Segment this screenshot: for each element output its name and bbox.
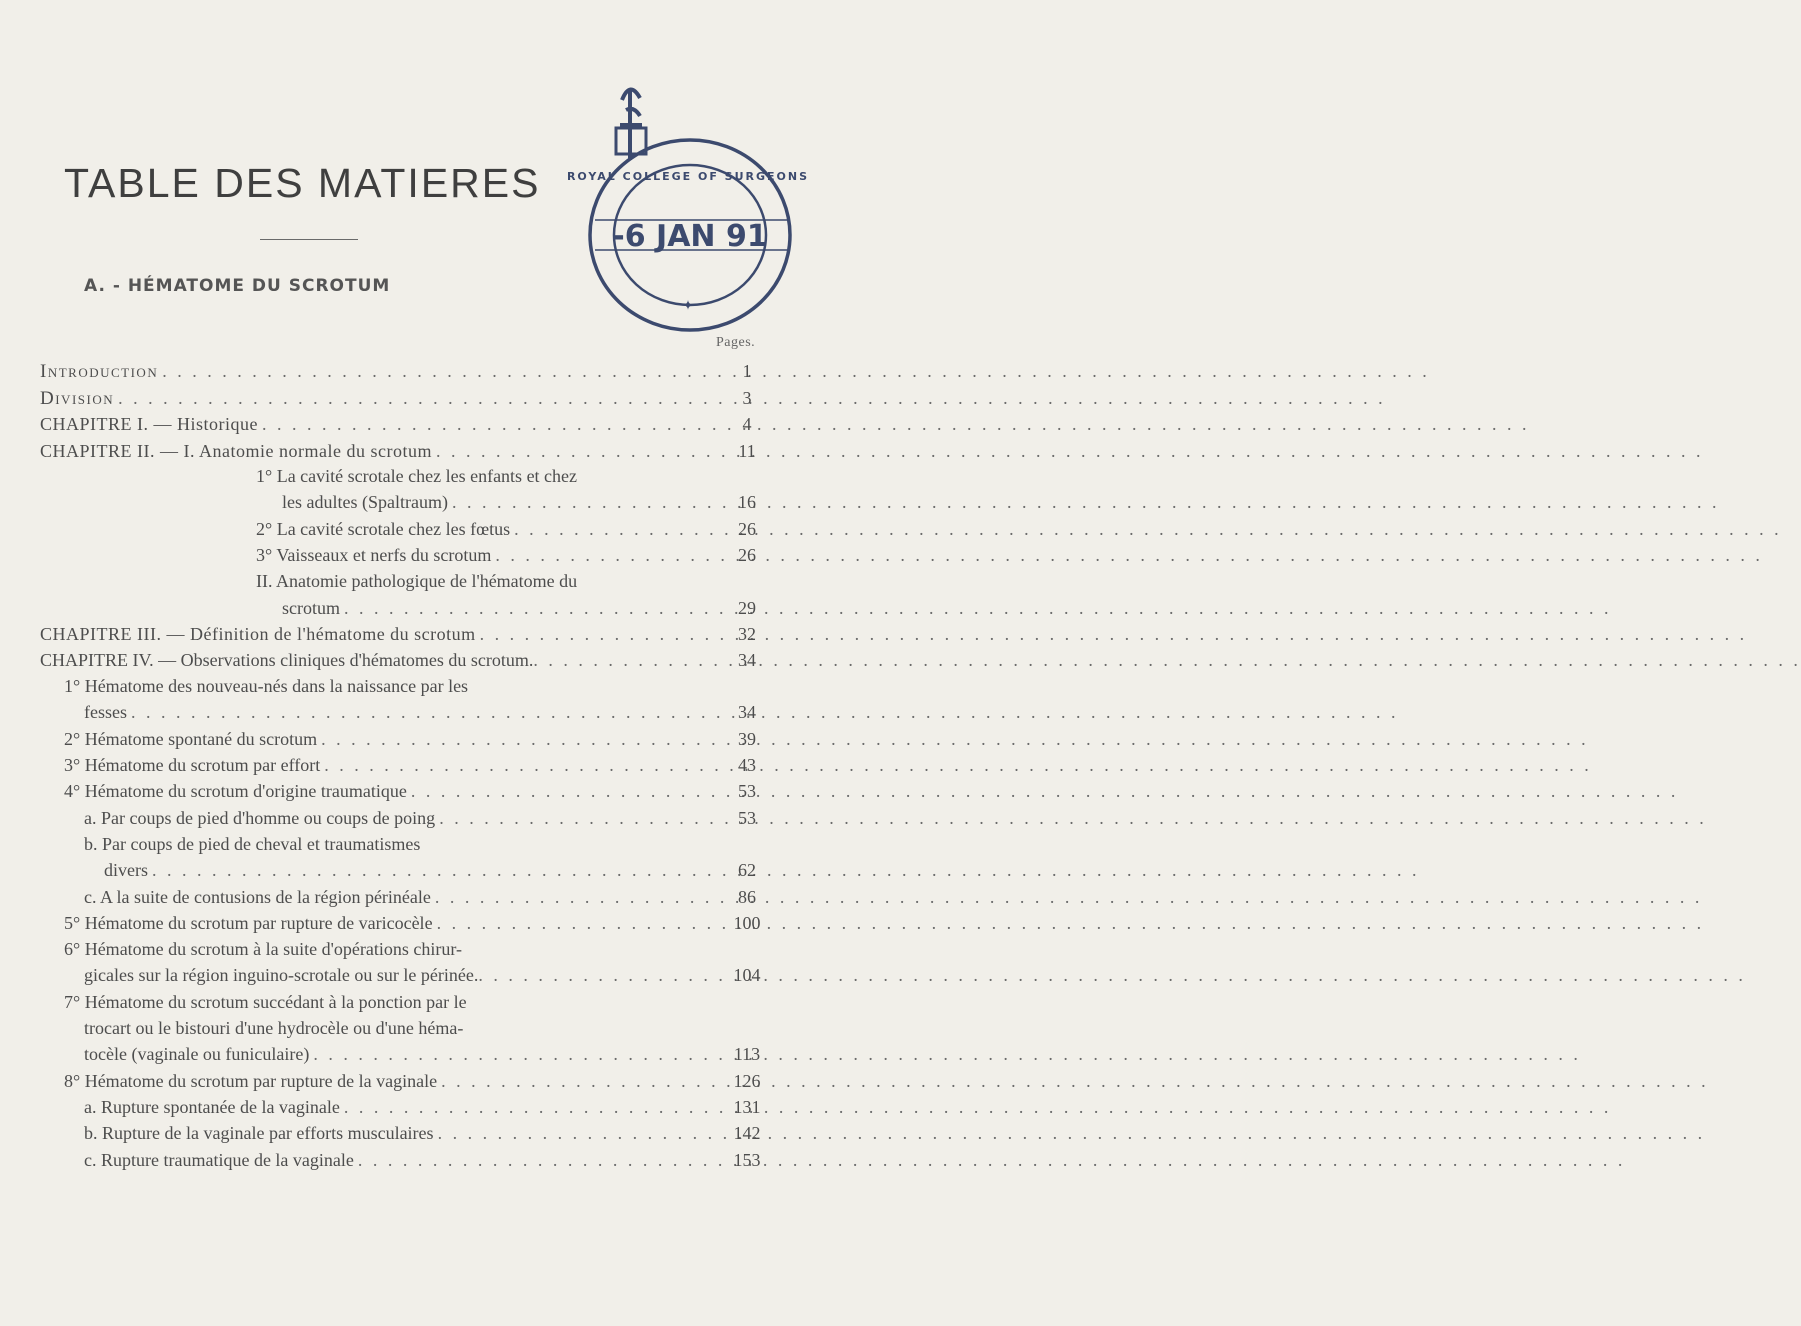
toc-entry: c. A la suite de contusions de la région périnéale . . . 86 — [84, 885, 712, 909]
toc-entry: scrotum . . . 29 — [282, 596, 712, 620]
toc-entry: 8° Hématome du scrotum par rupture de la vaginale . . . 126 — [64, 1069, 712, 1093]
toc-entry-first-line: 1° La cavité scrotale chez les enfants et chez — [256, 466, 578, 486]
toc-entry: les adultes (Spaltraum) . . . 16 — [282, 490, 712, 514]
toc-entry: 4° Hématome du scrotum d'origine traumatique . . . 53 — [64, 779, 712, 803]
toc-entry-second-line: trocart ou le bistouri d'une hydrocèle ou d'une héma- — [84, 1018, 464, 1038]
toc-page-number: 11 — [738, 441, 756, 461]
toc-entry: Introduction . . . 1 — [40, 359, 712, 384]
toc-page-number: 29 — [738, 598, 756, 618]
toc-entry: gicales sur la région inguino-scrotale ou sur le périnée. . . . 104 — [84, 963, 712, 987]
toc-page-number: 3 — [742, 388, 752, 408]
toc-page-number: 26 — [738, 519, 756, 539]
toc-entry: 2° La cavité scrotale chez les fœtus . . . 26 — [256, 517, 712, 541]
toc-page-number: 43 — [738, 755, 756, 775]
toc-entry: CHAPITRE I. — Historique . . . 4 — [40, 412, 712, 436]
toc-entry-first-line: II. Anatomie pathologique de l'hématome du — [256, 571, 578, 591]
toc-entry: c. Rupture traumatique de la vaginale . . . 153 — [84, 1148, 712, 1172]
toc-entry: 5° Hématome du scrotum par rupture de varicocèle . . . 100 — [64, 911, 712, 935]
toc-page-number: 113 — [733, 1044, 761, 1064]
toc-page-number: 4 — [742, 414, 752, 434]
toc-page-number: 39 — [738, 729, 756, 749]
toc-page-number: 131 — [733, 1097, 761, 1117]
stamp-date: -6 JAN 91 — [612, 219, 768, 254]
toc-entry: fesses . . . 34 — [84, 700, 712, 724]
toc-entry: 2° Hématome spontané du scrotum . . . 39 — [64, 727, 712, 751]
document-page — [0, 0, 810, 1326]
toc-page-number: 53 — [738, 808, 756, 828]
svg-text:✦: ✦ — [682, 298, 694, 314]
toc-page-number: 142 — [733, 1123, 761, 1143]
toc-entry: Division . . . 3 — [40, 386, 712, 411]
toc-entry: CHAPITRE IV. — Observations cliniques d'hématomes du scrotum. . . . 34 — [40, 648, 712, 672]
toc-entry: b. Rupture de la vaginale par efforts musculaires . . . 142 — [84, 1121, 712, 1145]
toc-entry: divers . . . 62 — [104, 858, 712, 882]
stamp-ring-text: ROYAL COLLEGE OF SURGEONS — [566, 170, 810, 183]
toc-entry: tocèle (vaginale ou funiculaire) . . . 113 — [84, 1042, 712, 1066]
toc-page-number: 126 — [733, 1071, 761, 1091]
section-heading: A. - HÉMATOME DU SCROTUM — [84, 276, 391, 296]
toc-entry: CHAPITRE III. — Définition de l'hématome du scrotum . . . 32 — [40, 622, 712, 646]
table-of-contents — [0, 0, 801, 1326]
toc-entry-first-line: 6° Hématome du scrotum à la suite d'opérations chirur- — [64, 939, 462, 959]
toc-page-number: 62 — [738, 860, 756, 880]
pages-column-label: Pages. — [716, 335, 756, 350]
toc-page-number: 153 — [733, 1150, 761, 1170]
toc-page-number: 100 — [733, 913, 761, 933]
toc-entry-first-line: b. Par coups de pied de cheval et traumatismes — [84, 834, 421, 854]
toc-page-number: 16 — [738, 492, 756, 512]
toc-entry-first-line: 7° Hématome du scrotum succédant à la ponction par le — [64, 992, 467, 1012]
toc-entry: 3° Hématome du scrotum par effort . . . 43 — [64, 753, 712, 777]
page-title: TABLE DES MATIERES — [64, 160, 541, 206]
toc-entry: a. Par coups de pied d'homme ou coups de poing . . . 53 — [84, 806, 712, 830]
toc-page-number: 86 — [738, 887, 756, 907]
toc-page-number: 32 — [738, 624, 756, 644]
toc-page-number: 26 — [738, 545, 756, 565]
toc-page-number: 34 — [738, 650, 756, 670]
toc-page-number: 104 — [733, 965, 761, 985]
toc-page-number: 1 — [742, 361, 752, 381]
toc-entry: 3° Vaisseaux et nerfs du scrotum . . . 26 — [256, 543, 712, 567]
toc-entry: CHAPITRE II. — I. Anatomie normale du scrotum . . . 11 — [40, 439, 712, 463]
toc-entry-first-line: 1° Hématome des nouveau-nés dans la naissance par les — [64, 676, 469, 696]
toc-entry: a. Rupture spontanée de la vaginale . . . 131 — [84, 1095, 712, 1119]
toc-page-number: 53 — [738, 781, 756, 801]
toc-page-number: 34 — [738, 702, 756, 722]
